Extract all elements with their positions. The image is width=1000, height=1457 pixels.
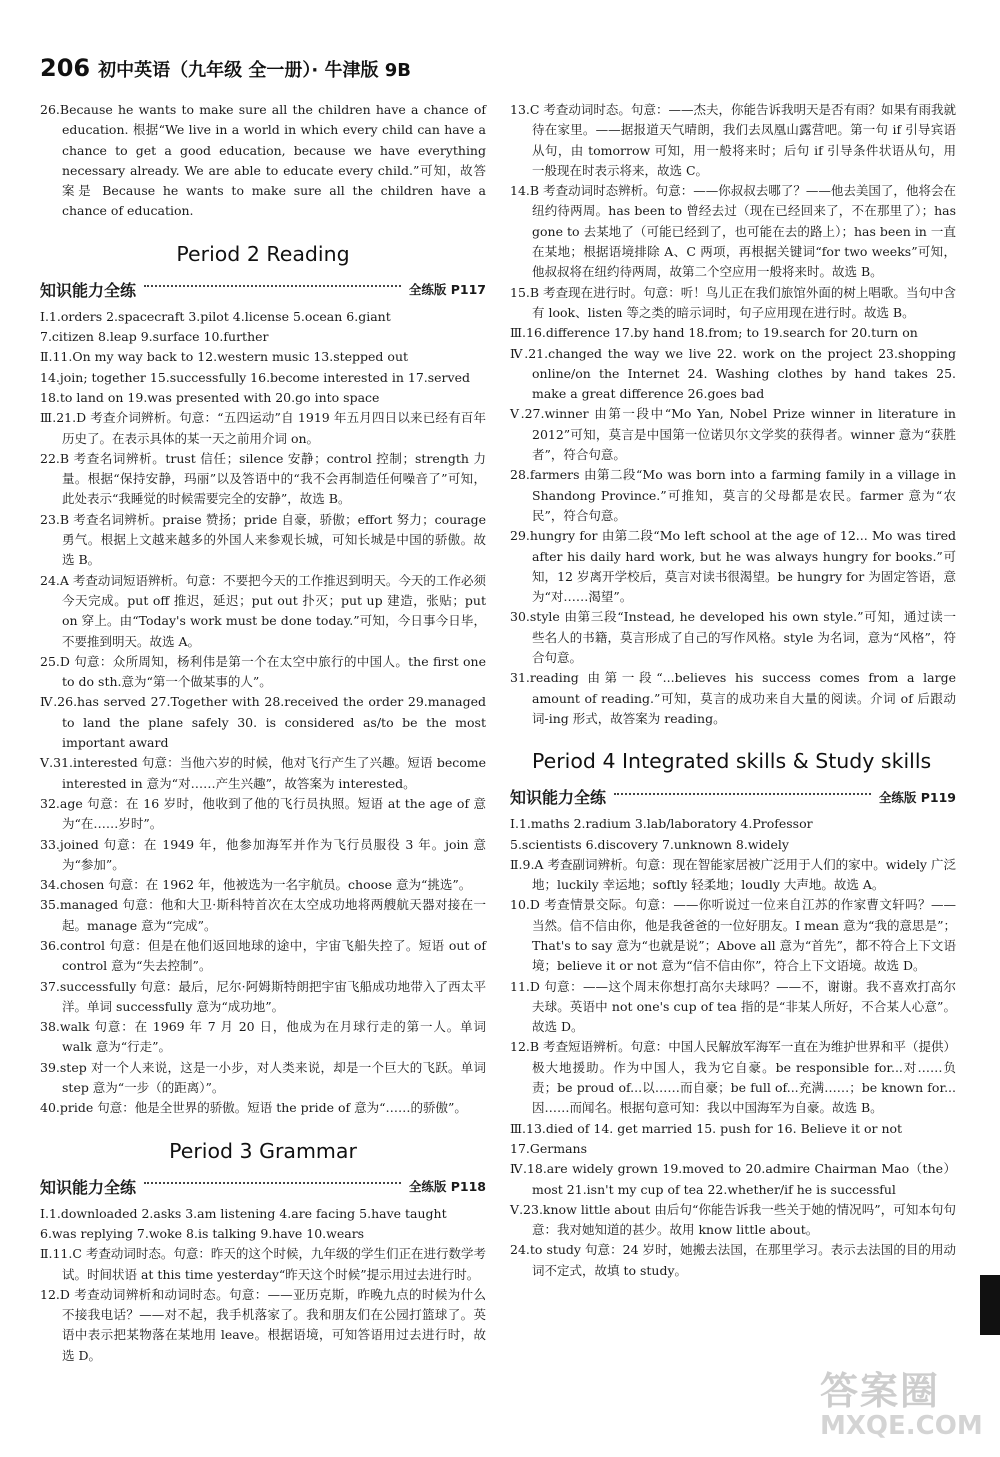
section-name: 知识能力全练: [510, 788, 607, 808]
answer-line: 14.join; together 15.successfully 16.become interested in 17.served: [40, 369, 470, 385]
period-3-section-bar: [40, 1175, 486, 1198]
watermark-logo: 答案圈: [820, 1369, 941, 1413]
answer-line: 17.Germans: [510, 1140, 588, 1156]
answer-line: 28.farmers 由第二段“Mo was born into a farming family in a village in Shandong Province.”可推知，莫言的父母都是农民。farmer 意为“农民”，符合句意。: [510, 467, 956, 523]
period-4-title: Period 4 Integrated skills & Study skills: [532, 749, 932, 774]
dotted-leader: [144, 1182, 401, 1184]
answer-line: 30.style 由第三段“Instead, he developed his own style.”可知，通过读一些名人的书籍，莫言形成了自己的写作风格。style 为名词，意为“风格”，符合句意。: [510, 609, 956, 666]
answer-line: Ⅱ.11.On my way back to 12.western music 13.stepped out: [40, 349, 409, 365]
answer-line: Ⅰ.1.downloaded 2.asks 3.am listening 4.are facing 5.have taught: [40, 1205, 447, 1221]
period-2-section-bar: [40, 278, 486, 301]
answer-line: Ⅴ.31.interested 句意：当他六岁的时候，他对飞行产生了兴趣。短语 become interested in 意为“对……产生兴趣”，故答案为 interested。: [40, 755, 486, 791]
answer-line: 33.joined 句意：在 1949 年，他参加海军并作为飞行员服役 3 年。join 意为“参加”。: [40, 836, 486, 872]
answer-line: 37.successfully 句意：最后，尼尔·阿姆斯特朗把宇宙飞船成功地带入了西太平洋。单词 successfully 意为“成功地”。: [40, 978, 486, 1014]
answer-line: 29.hungry for 由第二段“Mo left school at the age of 12... Mo was tired after his daily hard work, but he was always hungry for books.”可知，12 岁离开学校后，莫言对读书很渴望。be hungry for 为固定答语，意为“对……渴望”。: [510, 528, 956, 605]
answer-line: 40.pride 句意：他是全世界的骄傲。短语 the pride of 意为“……的骄傲”。: [40, 1100, 467, 1116]
watermark-site: MXQE.COM: [820, 1411, 983, 1441]
intro-answer: 26.Because he wants to make sure all the children have a chance of education. 根据“We live in a world in which every child can have a chance to get a good education, because we have everything necessary already. We are able to educate every child.”可知，故答案是 Because he wants to make sure all the children have a chance of education.: [40, 102, 486, 219]
answer-line: 7.citizen 8.leap 9.surface 10.further: [40, 329, 269, 345]
book-title: 初中英语（九年级 全一册）· 牛津版 9B: [98, 60, 411, 81]
answer-line: Ⅳ.26.has served 27.Together with 28.received the order 29.managed to land the plane safely 30. is considered as/to be the most important award: [40, 694, 486, 751]
answer-line: Ⅱ.9.A 考查副词辨析。句意：现在智能家居被广泛用于人们的家中。widely 广泛地；luckily 幸运地；softly 轻柔地；loudly 大声地。故选 A。: [510, 856, 956, 893]
answer-line: 32.age 句意：在 16 岁时，他收到了他的飞行员执照。短语 at the age of 意为“在……岁时”。: [40, 795, 486, 832]
answer-line: Ⅲ.13.died of 14. get married 15. push for 16. Believe it or not: [510, 1120, 903, 1136]
answer-line: 14.B 考查动词时态辨析。句意：——你叔叔去哪了？——他去美国了，他将会在纽约待两周。has been to 曾经去过（现在已经回来了，不在那里了）；has gone to 去某地了（可能已经到了，也可能在去的路上）；has been in 一直在某地；根据语境排除 A、C 两项，再根据关键词“for two weeks”可知，他叔叔将在纽约待两周，故第二个空应用一般将来时。故选 B。: [510, 183, 956, 280]
page-header: [40, 54, 411, 88]
period-3-answers: [40, 1204, 486, 1366]
answer-line: Ⅲ.16.difference 17.by hand 18.from; to 19.search for 20.turn on: [510, 325, 918, 341]
answer-line: 23.B 考查名词辨析。praise 赞扬；pride 自豪，骄傲；effort 努力；courage 勇气。根据上文越来越多的外国人来参观长城，可知长城是中国的骄傲。故选 B。: [40, 511, 486, 568]
answer-line: 25.D 句意：众所周知，杨利伟是第一个在太空中旅行的中国人。the first one to do sth.意为“第一个做某事的人”。: [40, 653, 486, 690]
answer-line: 36.control 句意：但是在他们返回地球的途中，宇宙飞船失控了。短语 out of control 意为“失去控制”。: [40, 937, 486, 974]
answer-line: 12.D 考查动词辨析和动词时态。句意：——亚历克斯，昨晚九点的时候为什么不接我电话？——对不起，我手机落家了。我和朋友们在公园打篮球了。英语中表示把某物落在某地用 leave。根据语境，可知答语用过去进行时，故选 D。: [40, 1286, 486, 1363]
section-page-ref: 全练版 P119: [878, 789, 956, 805]
answer-line: 5.scientists 6.discovery 7.unknown 8.widely: [510, 836, 789, 852]
answer-line: 13.C 考查动词时态。句意：——杰夫，你能告诉我明天是否有雨？如果有雨我就待在家里。——据报道天气晴朗，我们去凤凰山露营吧。第一句 if 引导宾语从句，由 tomorrow 可知，用一般将来时；后句 if 引导条件状语从句，用一般现在时表示将来，故选 C。: [510, 102, 956, 178]
answer-line: Ⅴ.23.know little about 由后句“你能告诉我一些关于她的情况吗”，可知本句句意：我对她知道的甚少。故用 know little about。: [510, 1201, 956, 1238]
answer-line: 15.B 考查现在进行时。句意：听！鸟儿正在我们旅馆外面的树上唱歌。当句中含有 look、listen 等之类的暗示词时，句子应用现在进行时。故选 B。: [510, 284, 956, 320]
answer-line: 6.was replying 7.woke 8.is talking 9.have 10.wears: [40, 1225, 365, 1241]
answer-line: 24.A 考查动词短语辨析。句意：不要把今天的工作推迟到明天。今天的工作必须今天完成。put off 推迟，延迟；put out 扑灭；put up 建造，张贴；put on 穿上。由“Today's work must be done today.”可知，今日事今日毕，不要推到明天。故选 A。: [40, 572, 486, 649]
period-3-title: Period 3 Grammar: [169, 1138, 357, 1163]
answer-line: Ⅳ.21.changed the way we live 22. work on the project 23.shopping online/on the Internet 24. Washing clothes by hand takes 25. make a great difference 26.goes bad: [510, 345, 956, 402]
section-page-ref: 全练版 P117: [408, 282, 486, 298]
left-column: [40, 100, 486, 1366]
dotted-leader: [144, 285, 401, 287]
section-name: 知识能力全练: [40, 280, 137, 300]
answer-line: 12.B 考查短语辨析。句意：中国人民解放军海军一直在为维护世界和平（提供）极大地援助。作为中国人，我为它自豪。be responsible for...对……负责；be proud of...以……而自豪；be full of...充满……；be known for...因……而闻名。根据句意可知：我以中国海军为自豪。故选 B。: [510, 1039, 956, 1116]
answer-line: 39.step 对一个人来说，这是一小步，对人类来说，却是一个巨大的飞跃。单词 step 意为“一步（的距离）”。: [40, 1059, 486, 1096]
section-name: 知识能力全练: [40, 1177, 137, 1197]
answer-line: 31.reading 由第一段“...believes his success comes from a large amount of reading.”可知，莫言的成功来自大量的阅读。介词 of 后跟动词-ing 形式，故答案为 reading。: [510, 670, 956, 726]
answer-line: Ⅴ.27.winner 由第一段中“Mo Yan, Nobel Prize winner in literature in 2012”可知，莫言是中国第一位诺贝尔文学奖的获得者。winner 意为“获胜者”，符合句意。: [510, 406, 956, 463]
answer-line: 35.managed 句意：他和大卫·斯科特首次在太空成功地将两艘航天器对接在一起。manage 意为“完成”。: [40, 897, 486, 933]
answer-line: Ⅳ.18.are widely grown 19.moved to 20.admire Chairman Mao（the）most 21.isn't my cup of tea 22.whether/if he is successful: [510, 1161, 956, 1197]
answer-line: Ⅰ.1.maths 2.radium 3.lab/laboratory 4.Professor: [510, 816, 813, 832]
answer-line: 10.D 考查情景交际。句意：——你听说过一位来自江苏的作家曹文轩吗？——当然。信不信由你，他是我爸爸的一位好朋友。I mean 意为“我的意思是”；That's to say 意为“也就是说”；Above all 意为“首先”，都不符合上下文语境；believe it or not 意为“信不信由你”，符合上下文语境。故选 D。: [510, 897, 956, 974]
answer-line: 22.B 考查名词辨析。trust 信任；silence 安静；control 控制；strength 力量。根据“保持安静，玛丽”以及答语中的“我不会再制造任何噪音了”可知，此处表示“我睡觉的时候需要完全的安静”，故选 B。: [40, 450, 486, 507]
answer-line: Ⅰ.1.orders 2.spacecraft 3.pilot 4.license 5.ocean 6.giant: [40, 308, 391, 324]
answer-line: 38.walk 句意：在 1969 年 7 月 20 日，他成为在月球行走的第一人。单词 walk 意为“行走”。: [40, 1019, 486, 1055]
continued-answers: [510, 100, 956, 729]
period-2-title: Period 2 Reading: [176, 241, 350, 266]
page-number: 206: [40, 54, 91, 82]
answer-line: 34.chosen 句意：在 1962 年，他被选为一名宇航员。choose 意为“挑选”。: [40, 877, 472, 893]
period-2-answers: [40, 307, 486, 1119]
answer-line: Ⅲ.21.D 考查介词辨析。句意：“五四运动”自 1919 年五月四日以来已经有百年历史了。在表示具体的某一天之前用介词 on。: [40, 410, 486, 446]
section-page-ref: 全练版 P118: [408, 1179, 486, 1195]
page-edge-tab: [980, 1275, 1000, 1335]
dotted-leader: [614, 793, 871, 795]
period-4-section-bar: [510, 785, 956, 808]
watermark: [820, 1360, 990, 1450]
answer-line: Ⅱ.11.C 考查动词时态。句意：昨天的这个时候，九年级的学生们正在进行数学考试。时间状语 at this time yesterday“昨天这个时候”提示用过去进行时。: [40, 1246, 486, 1282]
answer-line: 18.to land on 19.was presented with 20.go into space: [40, 389, 380, 405]
period-4-answers: [510, 814, 956, 1281]
answer-line: 24.to study 句意：24 岁时，她搬去法国，在那里学习。表示去法国的目的用动词不定式，故填 to study。: [510, 1242, 956, 1278]
answer-line: 11.D 句意：——这个周末你想打高尔夫球吗？——不，谢谢。我不喜欢打高尔夫球。英语中 not one's cup of tea 指的是“非某人所好，不合某人心意”。故选 D。: [510, 978, 956, 1035]
right-column: [510, 100, 956, 1281]
